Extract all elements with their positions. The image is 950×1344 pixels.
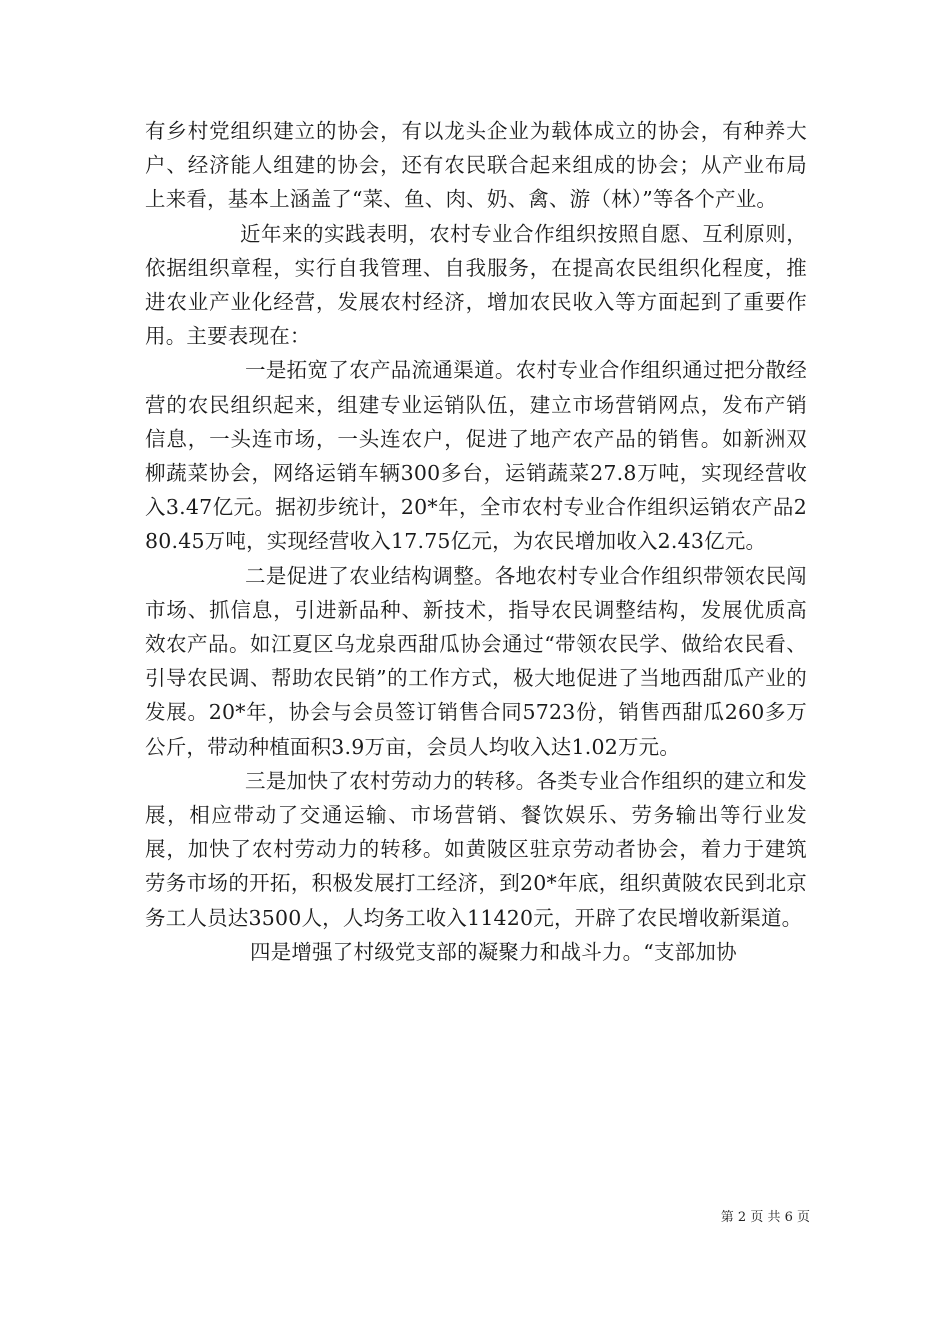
paragraph-industry-coverage: 有乡村党组织建立的协会，有以龙头企业为载体成立的协会，有种养大户、经济能人组建的协会，还有农民联合起来组成的协会；从产业布局上来看，基本上涵盖了“菜、鱼、肉、奶、禽、游（林）”等各个产业。 <box>145 119 807 212</box>
paragraph-point-one: 一是拓宽了农产品流通渠道。农村专业合作组织通过把分散经营的农民组织起来，组建专业运销队伍，建立市场营销网点，发布产销信息，一头连市场，一头连农户，促进了地产农产品的销售。如新洲双柳蔬菜协会，网络运销车辆300多台，运销蔬菜27.8万吨，实现经营收入3.47亿元。据初步统计，20*年，全市农村专业合作组织运销农产品280.45万吨，实现经营收入17.75亿元，为农民增加收入2.43亿元。 <box>145 358 807 554</box>
paragraph-point-four: 四是增强了村级党支部的凝聚力和战斗力。“支部加协 <box>250 939 737 964</box>
paragraph-practice-summary: 近年来的实践表明，农村专业合作组织按照自愿、互利原则，依据组织章程，实行自我管理、自我服务，在提高农民组织化程度，推进农业产业化经营，发展农村经济，增加农民收入等方面起到了重要作用。主要表现在： <box>145 221 807 349</box>
paragraph-point-two: 二是促进了农业结构调整。各地农村专业合作组织带领农民闯市场、抓信息，引进新品种、新技术，指导农民调整结构，发展优质高效农产品。如江夏区乌龙泉西甜瓜协会通过“带领农民学、做给农民看、引导农民调、帮助农民销”的工作方式，极大地促进了当地西甜瓜产业的发展。20*年，协会与会员签订销售合同5723份，销售西甜瓜260多万公斤，带动种植面积3.9万亩，会员人均收入达1.02万元。 <box>145 563 807 759</box>
paragraph-point-three: 三是加快了农村劳动力的转移。各类专业合作组织的建立和发展，相应带动了交通运输、市场营销、餐饮娱乐、劳务输出等行业发展，加快了农村劳动力的转移。如黄陂区驻京劳动者协会，着力于建筑劳务市场的开拓，积极发展打工经济，到20*年底，组织黄陂农民到北京务工人员达3500人，人均务工收入11420元，开辟了农民增收新渠道。 <box>145 768 807 930</box>
page-number-footer: 第 2 页 共 6 页 <box>720 1210 810 1225</box>
document-body <box>145 114 807 969</box>
